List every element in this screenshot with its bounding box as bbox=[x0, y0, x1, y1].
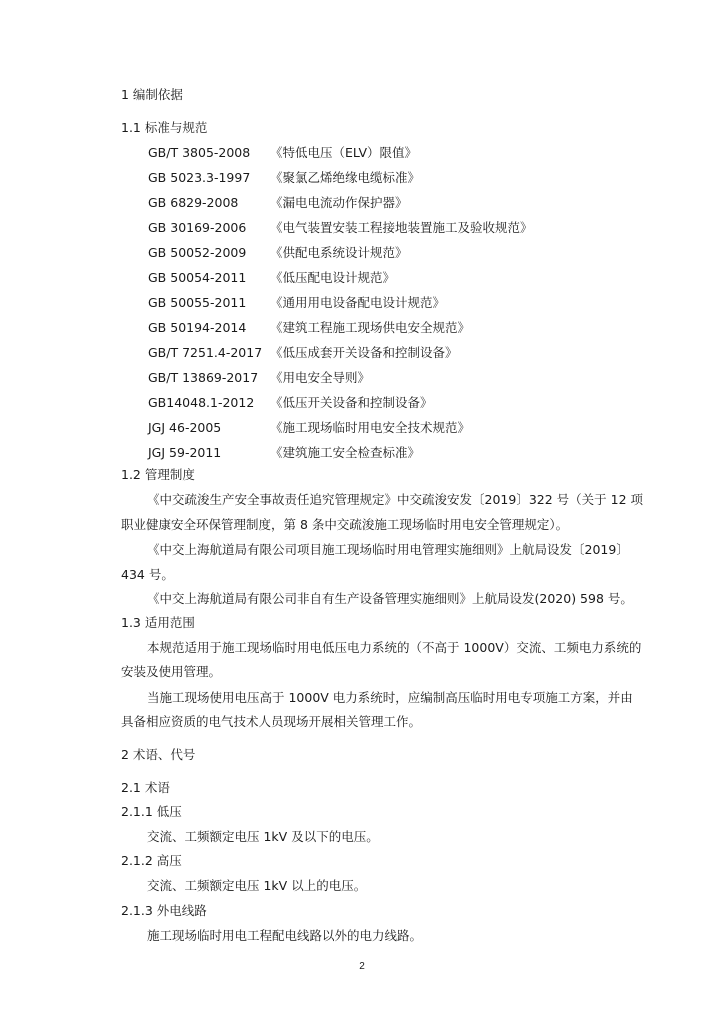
standard-code: GB 50052-2009 bbox=[148, 245, 247, 260]
standard-code: GB 6829-2008 bbox=[148, 195, 239, 210]
standard-name: 《聚氯乙烯绝缘电缆标准》 bbox=[270, 170, 421, 185]
standard-code: GB 30169-2006 bbox=[148, 220, 247, 235]
standard-name: 《低压开关设备和控制设备》 bbox=[270, 395, 433, 410]
standard-name: 《低压成套开关设备和控制设备》 bbox=[270, 345, 458, 360]
standard-name: 《供配电系统设计规范》 bbox=[270, 245, 408, 260]
section-1-1-heading: 1.1 标准与规范 bbox=[121, 120, 208, 135]
term-definition: 施工现场临时用电工程配电线路以外的电力线路。 bbox=[147, 928, 423, 943]
paragraph-line: 职业健康安全环保管理制度，第 8 条中交疏浚施工现场临时用电安全管理规定）。 bbox=[121, 517, 569, 532]
paragraph-line: 本规范适用于施工现场临时用电低压电力系统的（不高于 1000V）交流、工频电力系统的 bbox=[147, 640, 642, 655]
term-heading-low-voltage: 2.1.1 低压 bbox=[121, 804, 182, 819]
standard-name: 《用电安全导则》 bbox=[270, 370, 371, 385]
term-heading-high-voltage: 2.1.2 高压 bbox=[121, 853, 182, 868]
standard-code: GB/T 3805-2008 bbox=[148, 145, 251, 160]
paragraph-line: 《中交上海航道局有限公司项目施工现场临时用电管理实施细则》上航局设发〔2019〕 bbox=[147, 542, 629, 557]
term-heading-external-line: 2.1.3 外电线路 bbox=[121, 903, 207, 918]
standard-code: GB/T 7251.4-2017 bbox=[148, 345, 263, 360]
standard-code: GB 5023.3-1997 bbox=[148, 170, 251, 185]
section-2-heading: 2 术语、代号 bbox=[121, 747, 196, 762]
standard-name: 《建筑工程施工现场供电安全规范》 bbox=[270, 320, 471, 335]
standard-code: GB/T 13869-2017 bbox=[148, 370, 259, 385]
standard-code: GB 50194-2014 bbox=[148, 320, 247, 335]
standard-code: GB 50054-2011 bbox=[148, 270, 247, 285]
standard-code: GB14048.1-2012 bbox=[148, 395, 255, 410]
standard-name: 《漏电电流动作保护器》 bbox=[270, 195, 408, 210]
section-2-1-heading: 2.1 术语 bbox=[121, 780, 170, 795]
paragraph-line: 《中交疏浚生产安全事故责任追究管理规定》中交疏浚安发〔2019〕322 号（关于 12 项 bbox=[147, 492, 643, 507]
standard-name: 《施工现场临时用电安全技术规范》 bbox=[270, 420, 471, 435]
paragraph-line: 安装及使用管理。 bbox=[121, 664, 222, 679]
standard-name: 《低压配电设计规范》 bbox=[270, 270, 396, 285]
standard-name: 《特低电压（ELV）限值》 bbox=[270, 145, 418, 160]
term-definition: 交流、工频额定电压 1kV 及以下的电压。 bbox=[147, 829, 379, 844]
paragraph-line: 434 号。 bbox=[121, 567, 174, 582]
paragraph-line: 《中交上海航道局有限公司非自有生产设备管理实施细则》上航局设发(2020) 598 号。 bbox=[147, 591, 633, 606]
page-number: 2 bbox=[359, 961, 365, 972]
standard-name: 《电气装置安装工程接地装置施工及验收规范》 bbox=[270, 220, 533, 235]
standard-code: JGJ 46-2005 bbox=[148, 420, 222, 435]
standard-code: GB 50055-2011 bbox=[148, 295, 247, 310]
standard-name: 《建筑施工安全检查标准》 bbox=[270, 445, 421, 460]
section-1-2-heading: 1.2 管理制度 bbox=[121, 467, 195, 482]
standard-code: JGJ 59-2011 bbox=[148, 445, 222, 460]
section-1-heading: 1 编制依据 bbox=[121, 87, 183, 102]
standard-name: 《通用用电设备配电设计规范》 bbox=[270, 295, 446, 310]
paragraph-line: 当施工现场使用电压高于 1000V 电力系统时，应编制高压临时用电专项施工方案，并由 bbox=[147, 690, 633, 705]
term-definition: 交流、工频额定电压 1kV 以上的电压。 bbox=[147, 878, 367, 893]
paragraph-line: 具备相应资质的电气技术人员现场开展相关管理工作。 bbox=[121, 714, 422, 729]
section-1-3-heading: 1.3 适用范围 bbox=[121, 615, 195, 630]
